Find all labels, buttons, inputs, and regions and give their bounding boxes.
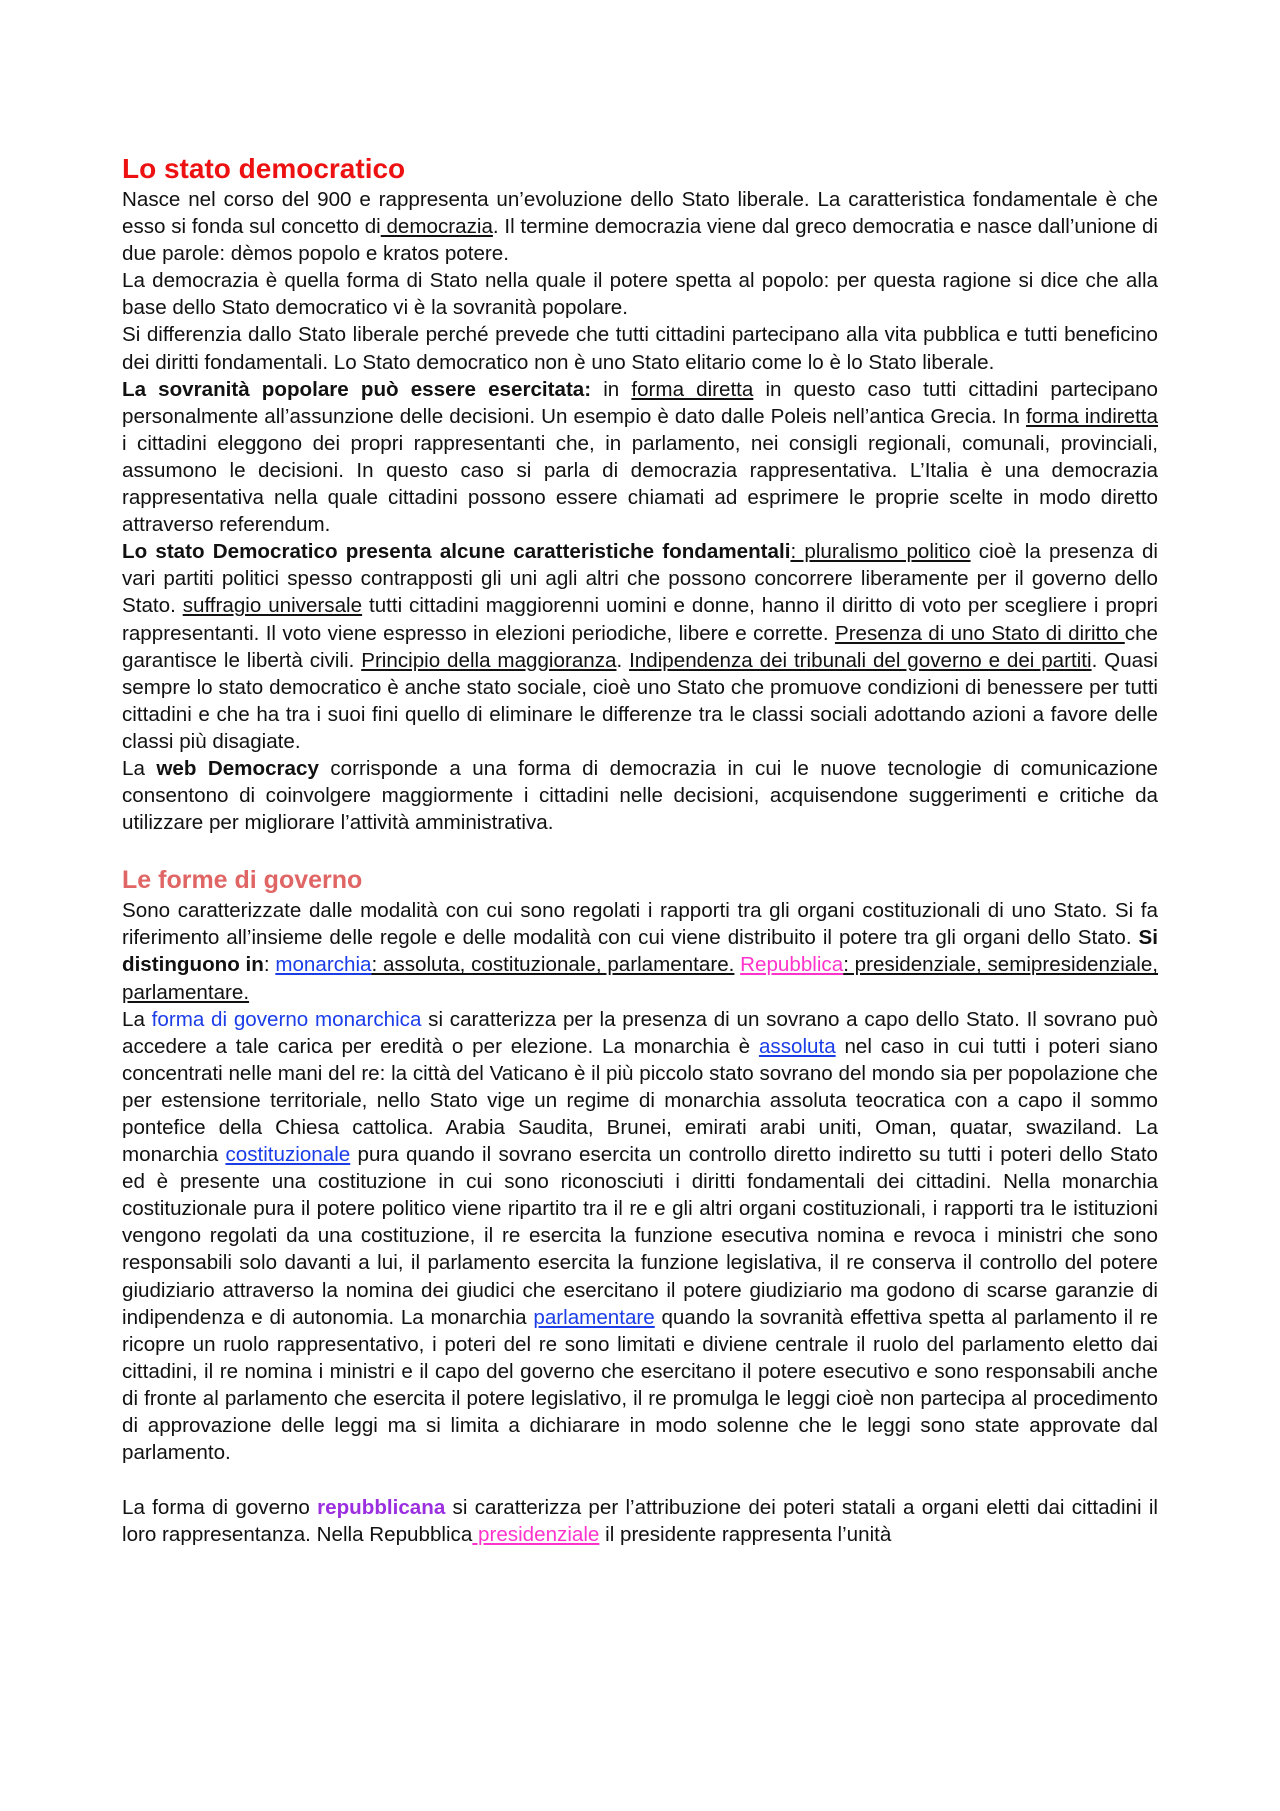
text: . Il termine democrazia viene dal greco democratia e nasce dall’unione di due parole: dèmos popolo e kratos potere. — [122, 215, 1158, 266]
underlined-term: Presenza di uno Stato di diritto — [834, 621, 1125, 645]
paragraph — [122, 186, 1158, 267]
underlined-term: suffragio universale — [182, 594, 363, 618]
bold-term: Si distinguono in — [122, 926, 1158, 977]
underlined-term: Principio della maggioranza — [361, 648, 617, 672]
text: . — [616, 648, 630, 672]
costituzionale-link[interactable]: costituzionale — [225, 1143, 351, 1167]
text: : — [263, 953, 276, 977]
text: i cittadini eleggono dei propri rappresentanti che, in parlamento, nei consigli regionali, comunali, provinciali, assumono le decisioni. In questo caso si parla di democrazia rappresentativa. L’Italia è una democrazia rappresentativa nella quale cittadini possono essere chiamati ad esprimere le proprie scelte in modo diretto attraverso referendum. — [122, 431, 1158, 537]
highlight-term: repubblicana — [317, 1496, 446, 1520]
bold-term: web Democracy — [156, 756, 319, 780]
underlined-term: : assoluta, costituzionale, parlamentare. — [371, 953, 735, 977]
document-page — [122, 152, 1158, 1548]
underlined-term: Indipendenza dei tribunali del governo e dei partiti — [629, 648, 1092, 672]
text: pura quando il sovrano esercita un controllo diretto indiretto su tutti i poteri dello Stato ed è presente una costituzione in cui sono riconosciuti i diritti fondamentali dei cittadini. Nella monarchia costituzionale pura il potere politico viene ripartito tra il re e gli altri organi costituzionali, i rapporti tra le istituzioni vengono regolati da una costituzione, il re esercita la funzione esecutiva nomina e revoca i ministri che sono responsabili solo davanti a lui, il parlamento esercita la funzione legislativa, il re conserva il controllo del potere giudiziario attraverso la nomina dei giudici che esercitano il potere giudiziario ma godono di scarse garanzie di indipendenza e di autonomia. La monarchia — [122, 1143, 1158, 1329]
text: in questo caso tutti cittadini partecipano personalmente all’assunzione delle decisioni. Un esempio è dato dalle Poleis nell’antica Grecia. In — [122, 377, 1158, 428]
text: Nasce nel corso del 900 e rappresenta un’evoluzione dello Stato liberale. La caratteristica fondamentale è che esso si fonda sul concetto di — [122, 188, 1158, 239]
paragraph — [122, 538, 1158, 755]
underlined-term: democrazia — [380, 215, 493, 239]
text: Sono caratterizzate dalle modalità con cui sono regolati i rapporti tra gli organi costituzionali di uno Stato. Si fa riferimento all’insieme delle regole e delle modalità con cui viene distribuito il potere tra gli organi dello Stato. — [122, 899, 1158, 950]
parlamentare-link[interactable]: parlamentare — [533, 1305, 655, 1329]
underlined-term: forma indiretta — [1026, 404, 1158, 428]
text: . Quasi sempre lo stato democratico è anche stato sociale, cioè uno Stato che promuove condizioni di benessere per tutti cittadini e che ha tra i suoi fini quello di eliminare le differenze tra le classi sociali adottando azioni a favore delle classi più disagiate. — [122, 648, 1158, 753]
text: nel caso in cui tutti i poteri siano concentrati nelle mani del re: la città del Vaticano è il più piccolo stato sovrano del mondo sia per popolazione che per estensione territoriale, nello Stato vige un regime di monarchia assoluta teocratica con a capo il sommo pontefice della Chiesa cattolica. Arabia Saudita, Brunei, emirati arabi uniti, Oman, quatar, swaziland. La monarchia — [122, 1034, 1158, 1167]
monarchia-link[interactable]: monarchia — [275, 953, 372, 977]
text: cioè la presenza di vari partiti politici spesso contrapposti gli uni agli altri che possono concorrere liberamente per il governo dello Stato. — [122, 540, 1158, 618]
text: si caratterizza per la presenza di un sovrano a capo dello Stato. Il sovrano può accedere a tale carica per eredità o per elezione. La monarchia è — [122, 1007, 1158, 1058]
text: si caratterizza per l’attribuzione dei poteri statali a organi eletti dai cittadini il loro rappresentanza. Nella Repubblica — [122, 1496, 1158, 1547]
paragraph: La democrazia è quella forma di Stato nella quale il potere spetta al popolo: per questa ragione si dice che alla base dello Stato democratico vi è la sovranità popolare. — [122, 269, 1158, 320]
underlined-term: : presidenziale, semipresidenziale, parlamentare. — [122, 953, 1158, 1004]
spacer — [122, 1466, 1158, 1494]
underlined-term: : pluralismo politico — [790, 540, 971, 564]
bold-lead: La sovranità popolare può essere esercitata: — [122, 377, 592, 401]
text: La — [122, 756, 157, 780]
text: corrisponde a una forma di democrazia in cui le nuove tecnologie di comunicazione consentono di coinvolgere maggiormente i cittadini nelle decisioni, acquisendone suggerimenti e critiche da utilizzare per migliorare l’attività amministrativa. — [122, 756, 1158, 835]
text: il presidente rappresenta l’unità — [599, 1523, 892, 1547]
paragraph — [122, 755, 1158, 836]
underlined-term: forma diretta — [631, 377, 754, 401]
section-title: Lo stato democratico — [122, 153, 406, 184]
paragraph — [122, 897, 1158, 1005]
text: tutti cittadini maggiorenni uomini e donne, hanno il diritto di voto per scegliere i propri rappresentanti. Il voto viene espresso in elezioni periodiche, libere e corrette. — [122, 594, 1158, 645]
spacer — [122, 836, 1158, 864]
presidenziale-link[interactable]: presidenziale — [472, 1523, 600, 1547]
paragraph: Si differenzia dallo Stato liberale perché prevede che tutti cittadini partecipano alla vita pubblica e tutti beneficino dei diritti fondamentali. Lo Stato democratico non è uno Stato elitario come lo è lo Stato liberale. — [122, 323, 1158, 374]
repubblica-link[interactable]: Repubblica — [740, 953, 844, 977]
section-title: Le forme di governo — [122, 866, 363, 895]
paragraph — [122, 376, 1158, 539]
paragraph — [122, 1494, 1158, 1548]
bold-lead: Lo stato Democratico presenta alcune caratteristiche fondamentali — [122, 540, 791, 564]
text: che garantisce le libertà civili. — [122, 621, 1158, 672]
paragraph — [122, 1006, 1158, 1467]
text: in — [591, 377, 632, 401]
assoluta-link[interactable]: assoluta — [758, 1034, 836, 1058]
text: La forma di governo — [122, 1496, 318, 1520]
text: La — [122, 1007, 152, 1031]
text: quando la sovranità effettiva spetta al parlamento il re ricopre un ruolo rappresentativo, i poteri del re sono limitati e diviene centrale il ruolo del parlamento eletto dai cittadini, il re nomina i ministri e il capo del governo che esercitano il potere esecutivo e sono responsabili anche di fronte al parlamento che esercita il potere legislativo, il re promulga le leggi cioè non partecipa al procedimento di approvazione delle leggi ma si limita a dichiarare in modo solenne che le leggi sono state approvate dal parlamento. — [122, 1305, 1159, 1465]
highlight-term: forma di governo monarchica — [151, 1007, 422, 1031]
